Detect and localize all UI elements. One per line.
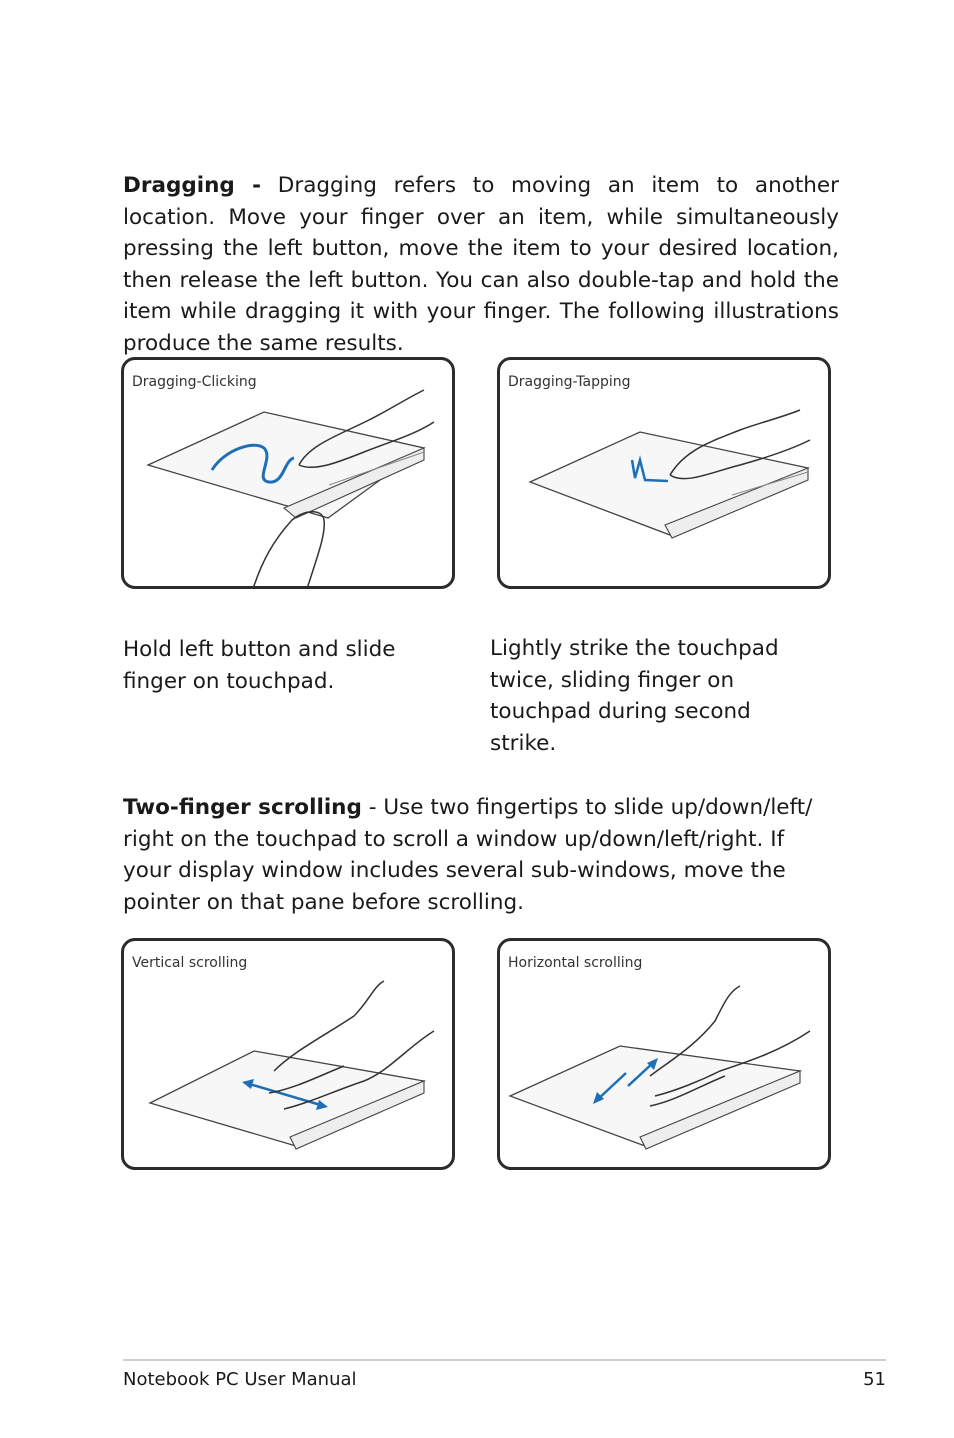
clicking-caption: Hold left button and slide finger on touchpad.: [123, 637, 396, 694]
vertical-scrolling-panel: [121, 938, 455, 1170]
footer-rule: [123, 1359, 886, 1361]
tapping-caption: Lightly strike the touchpad twice, sliding finger on touchpad during second strike.: [490, 636, 779, 756]
dragging-text: Dragging refers to moving an item to another location. Move your finger over an item, while simultaneously pressing the left button, move the item to your desired location, then release the left button. You can also double-tap and hold the item while dragging it with your finger. The following illustrations produce the same results.: [123, 173, 839, 356]
two-finger-term: Two-finger scrolling: [123, 795, 362, 820]
vertical-scrolling-illustration: [124, 941, 455, 1170]
dragging-term: Dragging -: [123, 173, 262, 198]
dragging-clicking-illustration: [124, 360, 455, 589]
two-finger-paragraph: [123, 792, 833, 918]
horizontal-scrolling-panel: [497, 938, 831, 1170]
footer-title: Notebook PC User Manual: [123, 1369, 357, 1390]
panel-caption: Horizontal scrolling: [508, 955, 643, 971]
horizontal-scrolling-illustration: [500, 941, 831, 1170]
two-finger-text: - Use two fingertips to slide up/down/left/ right on the touchpad to scroll a window up/down/left/right. If your display window includes several sub-windows, move the pointer on that pane before scrolling.: [123, 795, 813, 915]
panel-caption: Dragging-Tapping: [508, 374, 631, 390]
dragging-tapping-illustration: [500, 360, 831, 589]
dragging-tapping-panel: [497, 357, 831, 589]
dragging-clicking-panel: [121, 357, 455, 589]
panel-caption: Vertical scrolling: [132, 955, 248, 971]
page-number: 51: [863, 1369, 886, 1390]
panel-caption: Dragging-Clicking: [132, 374, 257, 390]
dragging-paragraph: [123, 170, 839, 360]
